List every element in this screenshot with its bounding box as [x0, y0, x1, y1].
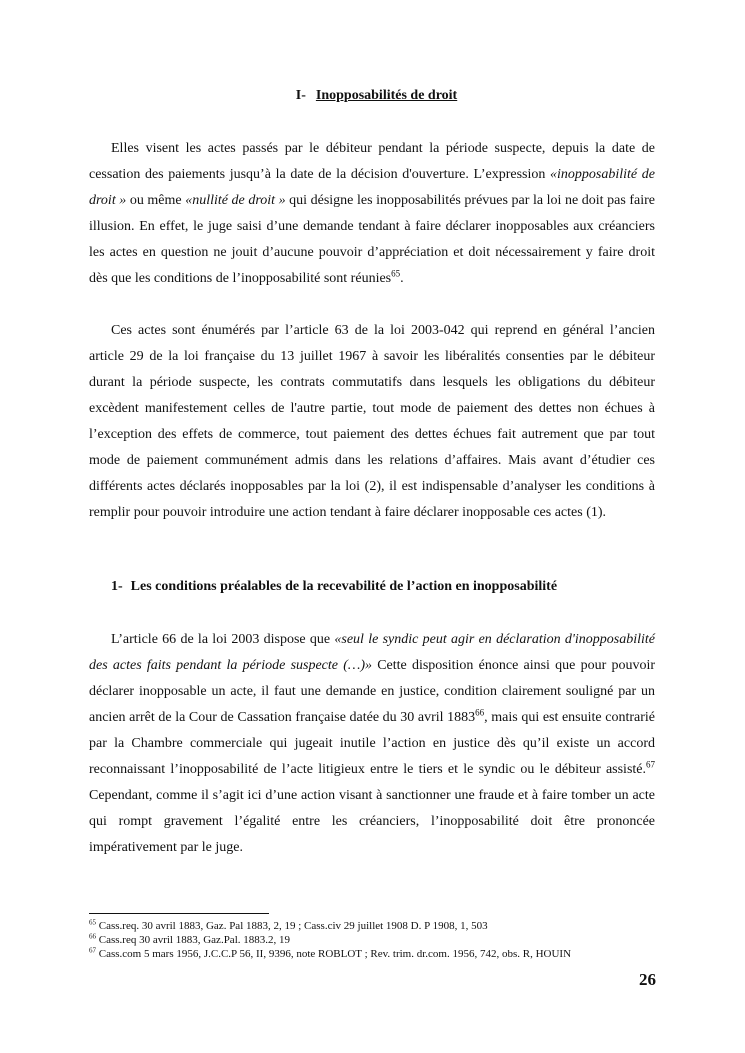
paragraph-2: Ces actes sont énumérés par l’article 63 de la loi 2003-042 qui reprend en général l’ancien article 29 de la loi française du 13 juillet 1967 à savoir les libéralités consenties par le débiteur durant la période suspecte, les contrats commutatifs dans lesquels les obligations du débiteur excèdent manifestement celles de l'autre partie, tout mode de paiement des dettes non échues à l’exception des effets de commerce, tout paiement des dettes échues fait autrement que par tout mode de paiement communément admis dans les relations d’affaires. Mais avant d’étudier ces différents actes déclarés inopposables par la loi (2), il est indispensable d’analyser les conditions à remplir pour pouvoir introduire une action tendant à faire déclarer inopposable ces actes (1). [89, 323, 655, 520]
quotation: «seul le syndic peut agir en déclaration d'inopposabilité des actes faits pendant la période suspecte (…)» [89, 632, 655, 673]
footnote-ref-65[interactable]: 65 [391, 268, 401, 279]
footnote-66: $^{66}$ Cass.req 30 avril 1883, Gaz.Pal. 1883.2, 19 [89, 932, 290, 946]
footnote-ref-67[interactable]: 67 [646, 759, 655, 770]
subsection-number: 1- [111, 579, 123, 594]
footnote-ref-66[interactable]: 66 [475, 707, 485, 718]
paragraph-3: L’article 66 de la loi 2003 dispose que «seul le syndic peut agir en déclaration d'inopposabilité des actes faits pendant la période suspecte (…)» Cette disposition énonce ainsi que pour pouvoir déclarer inopposable un acte, il faut une demande en justice, condition clairement souligné par un ancien arrêt de la Cour de Cassation française datée du 30 avril 1883$^{66}$, mais qui est ensuite contrarié par la Chambre commerciale qui jugeait inutile l’action en justice dès qu’il existe un accord reconnaissant l’inopposabilité de l’acte litigieux entre le tiers et le syndic ou le débiteur assisté.$^{67}$ Cependant, comme il s’agit ici d’une action visant à sanctionner une fraude et à faire tomber un acte qui rompt gravement l’égalité entre les créanciers, l’inopposabilité doit être prononcée impérativement par le juge. [89, 632, 655, 855]
footnote-67: $^{67}$ Cass.com 5 mars 1956, J.C.C.P 56, II, 9396, note ROBLOT ; Rev. trim. dr.com. 1956, 742, obs. R, HOUIN [89, 946, 572, 960]
footnote-divider [89, 913, 269, 914]
page-number: 26 [639, 970, 656, 989]
footnote-65: $^{65}$ Cass.req. 30 avril 1883, Gaz. Pal 1883, 2, 19 ; Cass.civ 29 juillet 1908 D. P 1908, 1, 503 [89, 918, 488, 932]
paragraph-1: Elles visent les actes passés par le débiteur pendant la période suspecte, depuis la date de cessation des paiements jusqu’à la date de la décision d'ouverture. L’expression «inopposabilité de droit » ou même «nullité de droit » qui désigne les inopposabilités prévues par la loi ne doit pas faire illusion. En effet, le juge saisi d’une demande tendant à faire déclarer inopposables aux créanciers les actes en question ne jouit d’aucune pouvoir d’appréciation et doit nécessairement y faire droit dès que les conditions de l’inopposabilité sont réunies$^{65}$. [89, 141, 655, 286]
subsection-title: Les conditions préalables de la recevabilité de l’action en inopposabilité [130, 579, 558, 594]
subsection-heading [111, 579, 557, 595]
footnotes [89, 919, 669, 961]
section-heading [0, 88, 745, 104]
section-title: Inopposabilités de droit [315, 88, 458, 103]
section-number: I- [295, 88, 306, 103]
